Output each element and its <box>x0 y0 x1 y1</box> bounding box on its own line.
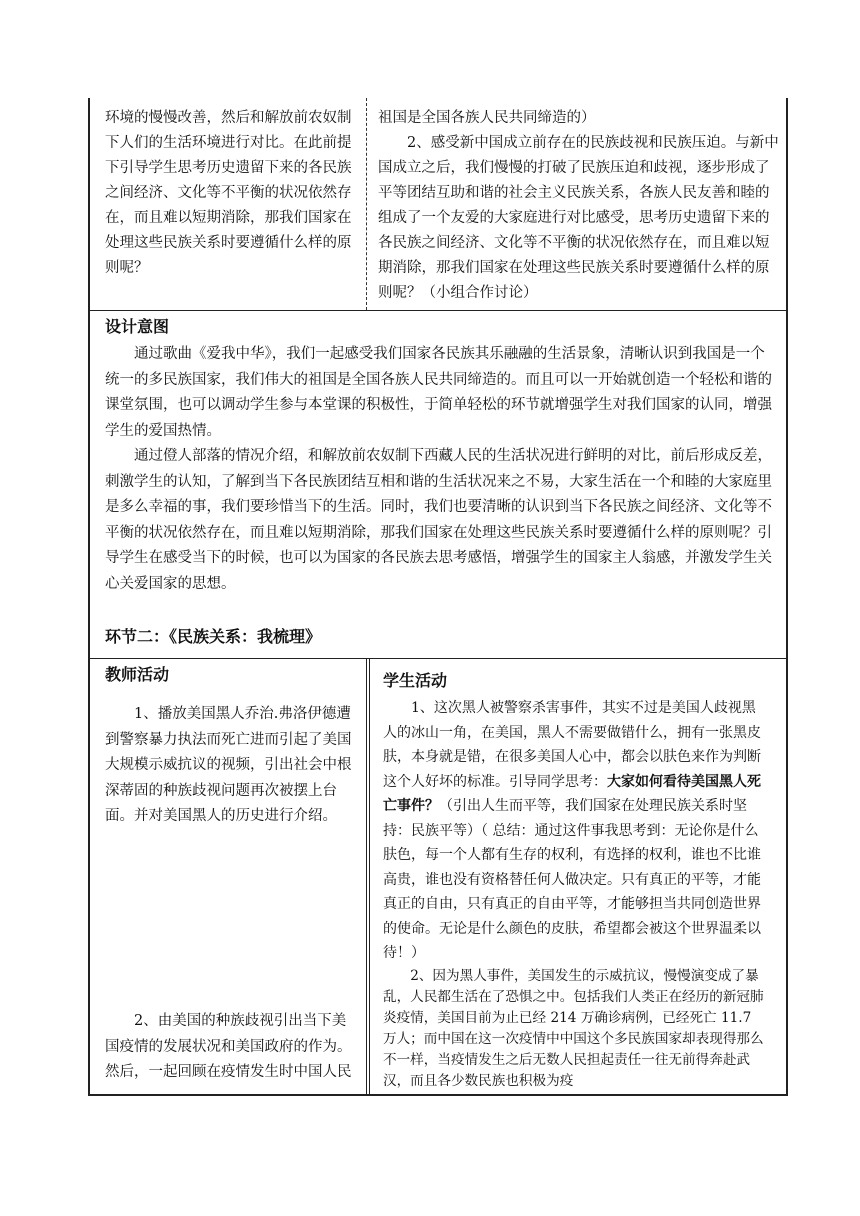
stage-two-title: 环节二：《民族关系：我梳理》 <box>105 627 322 646</box>
student-item-1-text-a: 1、这次黑人被警察杀害事件，其实不过是美国人歧视黑人的冰山一角，在美国，黑人不需要做错什么，拥有一张黑皮肤，本身就是错，在很多美国人心中，都会以肤色来作为判断这个人好坏的标准。引导同学思考： <box>383 700 761 790</box>
teacher-activity-item-2: 2、由美国的种族歧视引出当下美国疫情的发展状况和美国政府的作为。然后，一起回顾在疫情发生时中国人民 <box>105 1013 352 1080</box>
student-item-1-question: 大家如何看待美国黑人死亡事件？ <box>383 773 761 814</box>
table-bottom-border <box>90 1094 786 1096</box>
student-activity-item-2: 2、因为黑人事件，美国发生的示威抗议，慢慢演变成了暴乱，人民都生活在了恐惧之中。包括我们人类正在经历的新冠肺炎疫情，美国目前为止已经 214 万确诊病例，已经死亡 11.7 万人；而中国在这一次疫情中中国这个多民族国家却表现得那么不一样，当疫情发生之后无数人民担起责任一往无前得奔赴武汉，而且各少数民族也积极为疫 <box>383 967 764 1089</box>
teacher-activity-column <box>105 658 355 1080</box>
student-text-line: 祖国是全国各族人民共同缔造的） <box>378 110 596 126</box>
document-table <box>88 98 788 1096</box>
student-text-item-2: 2、感受新中国成立前存在的民族歧视和民族压迫。与新中国成立之后，我们慢慢的打破了民族压迫和歧视，逐步形成了平等团结互助和谐的社会主义民族关系，各族人民友善和睦的组成了一个友爱的大家庭进行对比感受，思考历史遗留下来的各民族之间经济、文化等不平衡的状况依然存在，而且难以短期消除，那我们国家在处理这些民族关系时要遵循什么样的原则呢？（小组合作讨论） <box>378 135 779 301</box>
teacher-activity-heading: 教师活动 <box>105 665 170 684</box>
column-divider <box>366 658 367 1096</box>
student-cell-top <box>378 106 782 306</box>
student-activity-heading: 学生活动 <box>383 671 448 690</box>
design-intent-section <box>105 314 777 597</box>
design-intent-paragraph-1: 通过歌曲《爱我中华》，我们一起感受我们国家各民族其乐融融的生活景象，清晰认识到我国是一个统一的多民族国家，我们伟大的祖国是全国各族人民共同缔造的。而且可以一开始就创造一个轻松和谐的课堂氛围，也可以调动学生参与本堂课的积极性，于简单轻松的环节就增强学生对我们国家的认同，增强学生的爱国热情。 <box>105 346 772 439</box>
student-item-1-text-b: （引出人生而平等，我们国家在处理民族关系时坚持：民族平等）（ 总结：通过这件事我思考到：无论你是什么肤色，每一个人都有生存的权利，有选择的权利，谁也不比谁高贵，谁也没有资格替任何人做决定。只有真正的平等，才能真正的自由，只有真正的自由平等，才能够担当共同创造世界的使命。无论是什么颜色的皮肤，希望都会被这个世界温柔以待！） <box>383 798 761 961</box>
table-row-top <box>90 98 786 311</box>
design-intent-heading: 设计意图 <box>105 317 170 336</box>
student-activity-item-1 <box>383 696 765 966</box>
teacher-activity-item-1: 1、播放美国黑人乔治.弗洛伊德遭到警察暴力执法而死亡进而引起了美国大规模示威抗议的视频，引出社会中根深蒂固的种族歧视问题再次被摆上台面。并对美国黑人的历史进行介绍。 <box>105 706 352 824</box>
teacher-text-continued: 环境的慢慢改善，然后和解放前农奴制下人们的生活环境进行对比。在此前提下引导学生思考历史遗留下来的各民族之间经济、文化等不平衡的状况依然存在，而且难以短期消除，那我们国家在处理这些民族关系时要遵循什么样的原则呢？ <box>105 110 352 276</box>
student-activity-column <box>383 658 765 1092</box>
teacher-cell-top <box>90 98 367 310</box>
column-divider <box>369 658 370 1096</box>
design-intent-paragraph-2: 通过僜人部落的情况介绍，和解放前农奴制下西藏人民的生活状况进行鲜明的对比，前后形成反差，刺激学生的认知，了解到当下各民族团结互相和谐的生活状况来之不易，大家生活在一个和睦的大家庭里是多么幸福的事，我们要珍惜当下的生活。同时，我们也要清晰的认识到当下各民族之间经济、文化等不平衡的状况依然存在，而且难以短期消除，那我们国家在处理这些民族关系时要遵循什么样的原则呢？引导学生在感受当下的时候，也可以为国家的各民族去思考感悟，增强学生的国家主人翁感，并激发学生关心关爱国家的思想。 <box>105 448 772 592</box>
activities-table <box>90 658 786 1096</box>
